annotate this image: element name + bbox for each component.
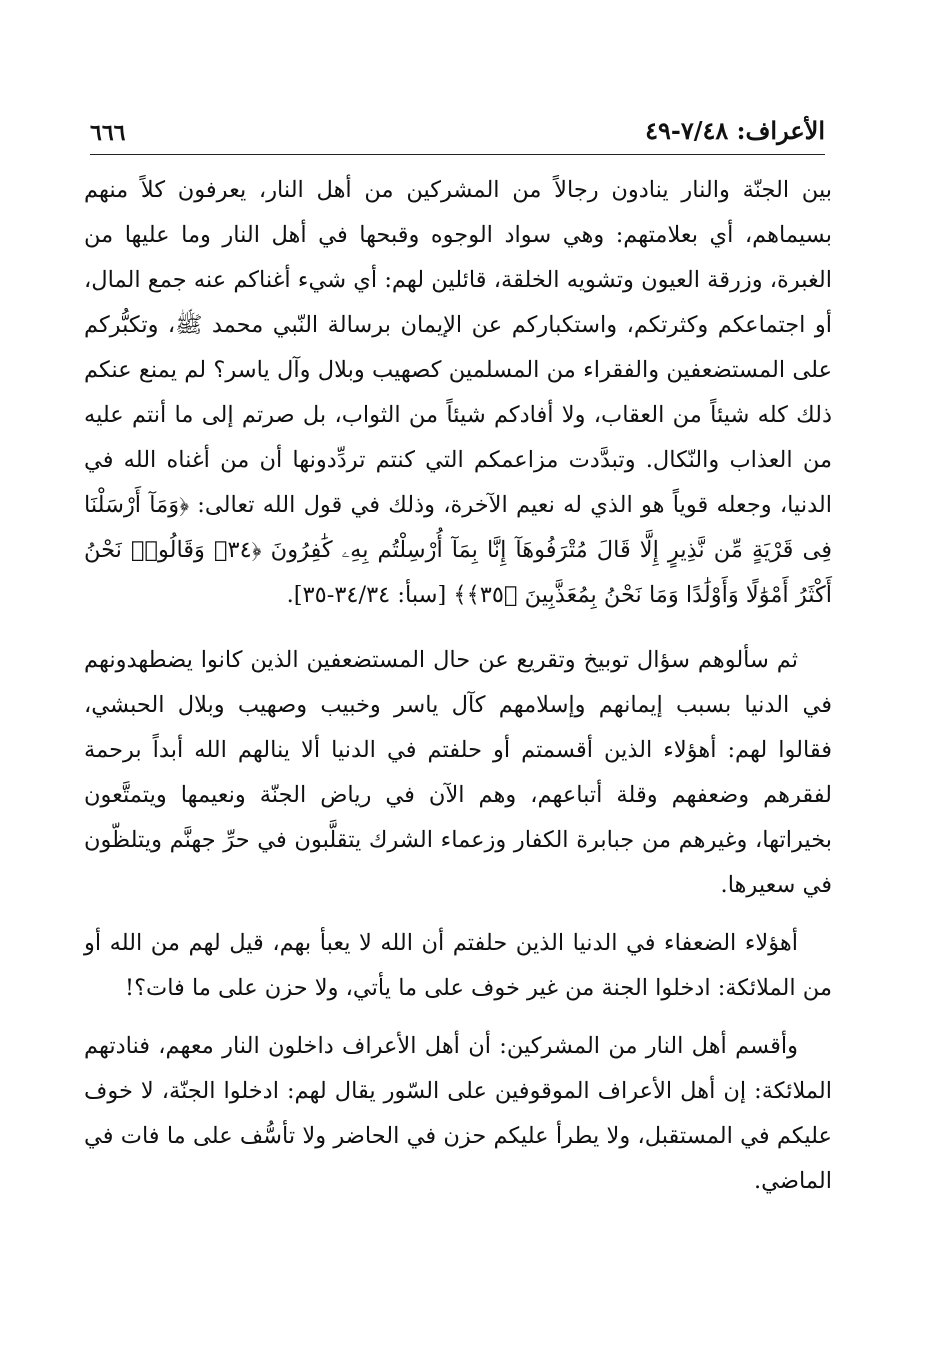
running-header [90, 112, 825, 152]
header-rule [90, 154, 825, 155]
page-body [84, 168, 832, 1204]
surah-reference: الأعراف: ٧/٤٨-٤٩ [645, 116, 825, 145]
paragraph-spacer [84, 1011, 832, 1024]
paragraph-1: بين الجنّة والنار ينادون رجالاً من المشركين من أهل النار، يعرفون كلاً منهم بسيماهم، أي بعلامتهم: وهي سواد الوجوه وقبحها في أهل النار وما عليها من الغبرة، وزرقة العيون وتشويه الخلقة، قائلين لهم: أي شيء أغناكم عنه جمع المال، أو اجتماعكم وكثرتكم، واستكباركم عن الإيمان برسالة النّبي محمد ﷺ، وتكبُّركم على المستضعفين والفقراء من المسلمين كصهيب وبلال وآل ياسر؟ لم يمنع عنكم ذلك كله شيئاً من العقاب، ولا أفادكم شيئاً من الثواب، بل صرتم إلى ما أنتم عليه من العذاب والنّكال. وتبدَّدت مزاعمكم التي كنتم تردِّدونها أن من أغناه الله في الدنيا، وجعله قوياً هو الذي له نعيم الآخرة، وذلك في قول الله تعالى: ﴿وَمَآ أَرْسَلْنَا فِى قَرْيَةٍ مِّن نَّذِيرٍ إِلَّا قَالَ مُتْرَفُوهَآ إِنَّا بِمَآ أُرْسِلْتُم بِهِۦ كَٰفِرُونَ ﴿٣٤﴾ وَقَالُوا۟ نَحْنُ أَكْثَرُ أَمْوَٰلًا وَأَوْلَٰدًا وَمَا نَحْنُ بِمُعَذَّبِينَ ﴿٣٥﴾﴾ [سبأ: ٣٤/٣٤-٣٥]. [84, 177, 832, 608]
paragraph-4: وأقسم أهل النار من المشركين: أن أهل الأعراف داخلون النار معهم، فنادتهم الملائكة: إن أهل الأعراف الموقوفين على السّور يقال لهم: ادخلوا الجنّة، لا خوف عليكم في المستقبل، ولا يطرأ عليكم حزن في الحاضر ولا تأسُّف على ما فات في الماضي. [84, 1033, 832, 1194]
paragraph-2: ثم سألوهم سؤال توبيخ وتقريع عن حال المستضعفين الذين كانوا يضطهدونهم في الدنيا بسبب إيمانهم وإسلامهم كآل ياسر وخبيب وصهيب وبلال الحبشي، فقالوا لهم: أهؤلاء الذين أقسمتم أو حلفتم في الدنيا ألا ينالهم الله أبداً برحمة لفقرهم وضعفهم وقلة أتباعهم، وهم الآن في رياض الجنّة ونعيمها ويتمتَّعون بخيراتها، وغيرهم من جبابرة الكفار وزعماء الشرك يتقلَّبون في حرِّ جهنَّم ويتلظّون في سعيرها. [84, 647, 832, 898]
paragraph-spacer [84, 618, 832, 638]
paragraph-spacer [84, 908, 832, 921]
paragraph-3: أهؤلاء الضعفاء في الدنيا الذين حلفتم أن الله لا يعبأ بهم، قيل لهم من الله أو من الملائكة: ادخلوا الجنة من غير خوف على ما يأتي، ولا حزن على ما فات؟! [84, 930, 832, 1001]
page-number: ٦٦٦ [90, 120, 126, 146]
